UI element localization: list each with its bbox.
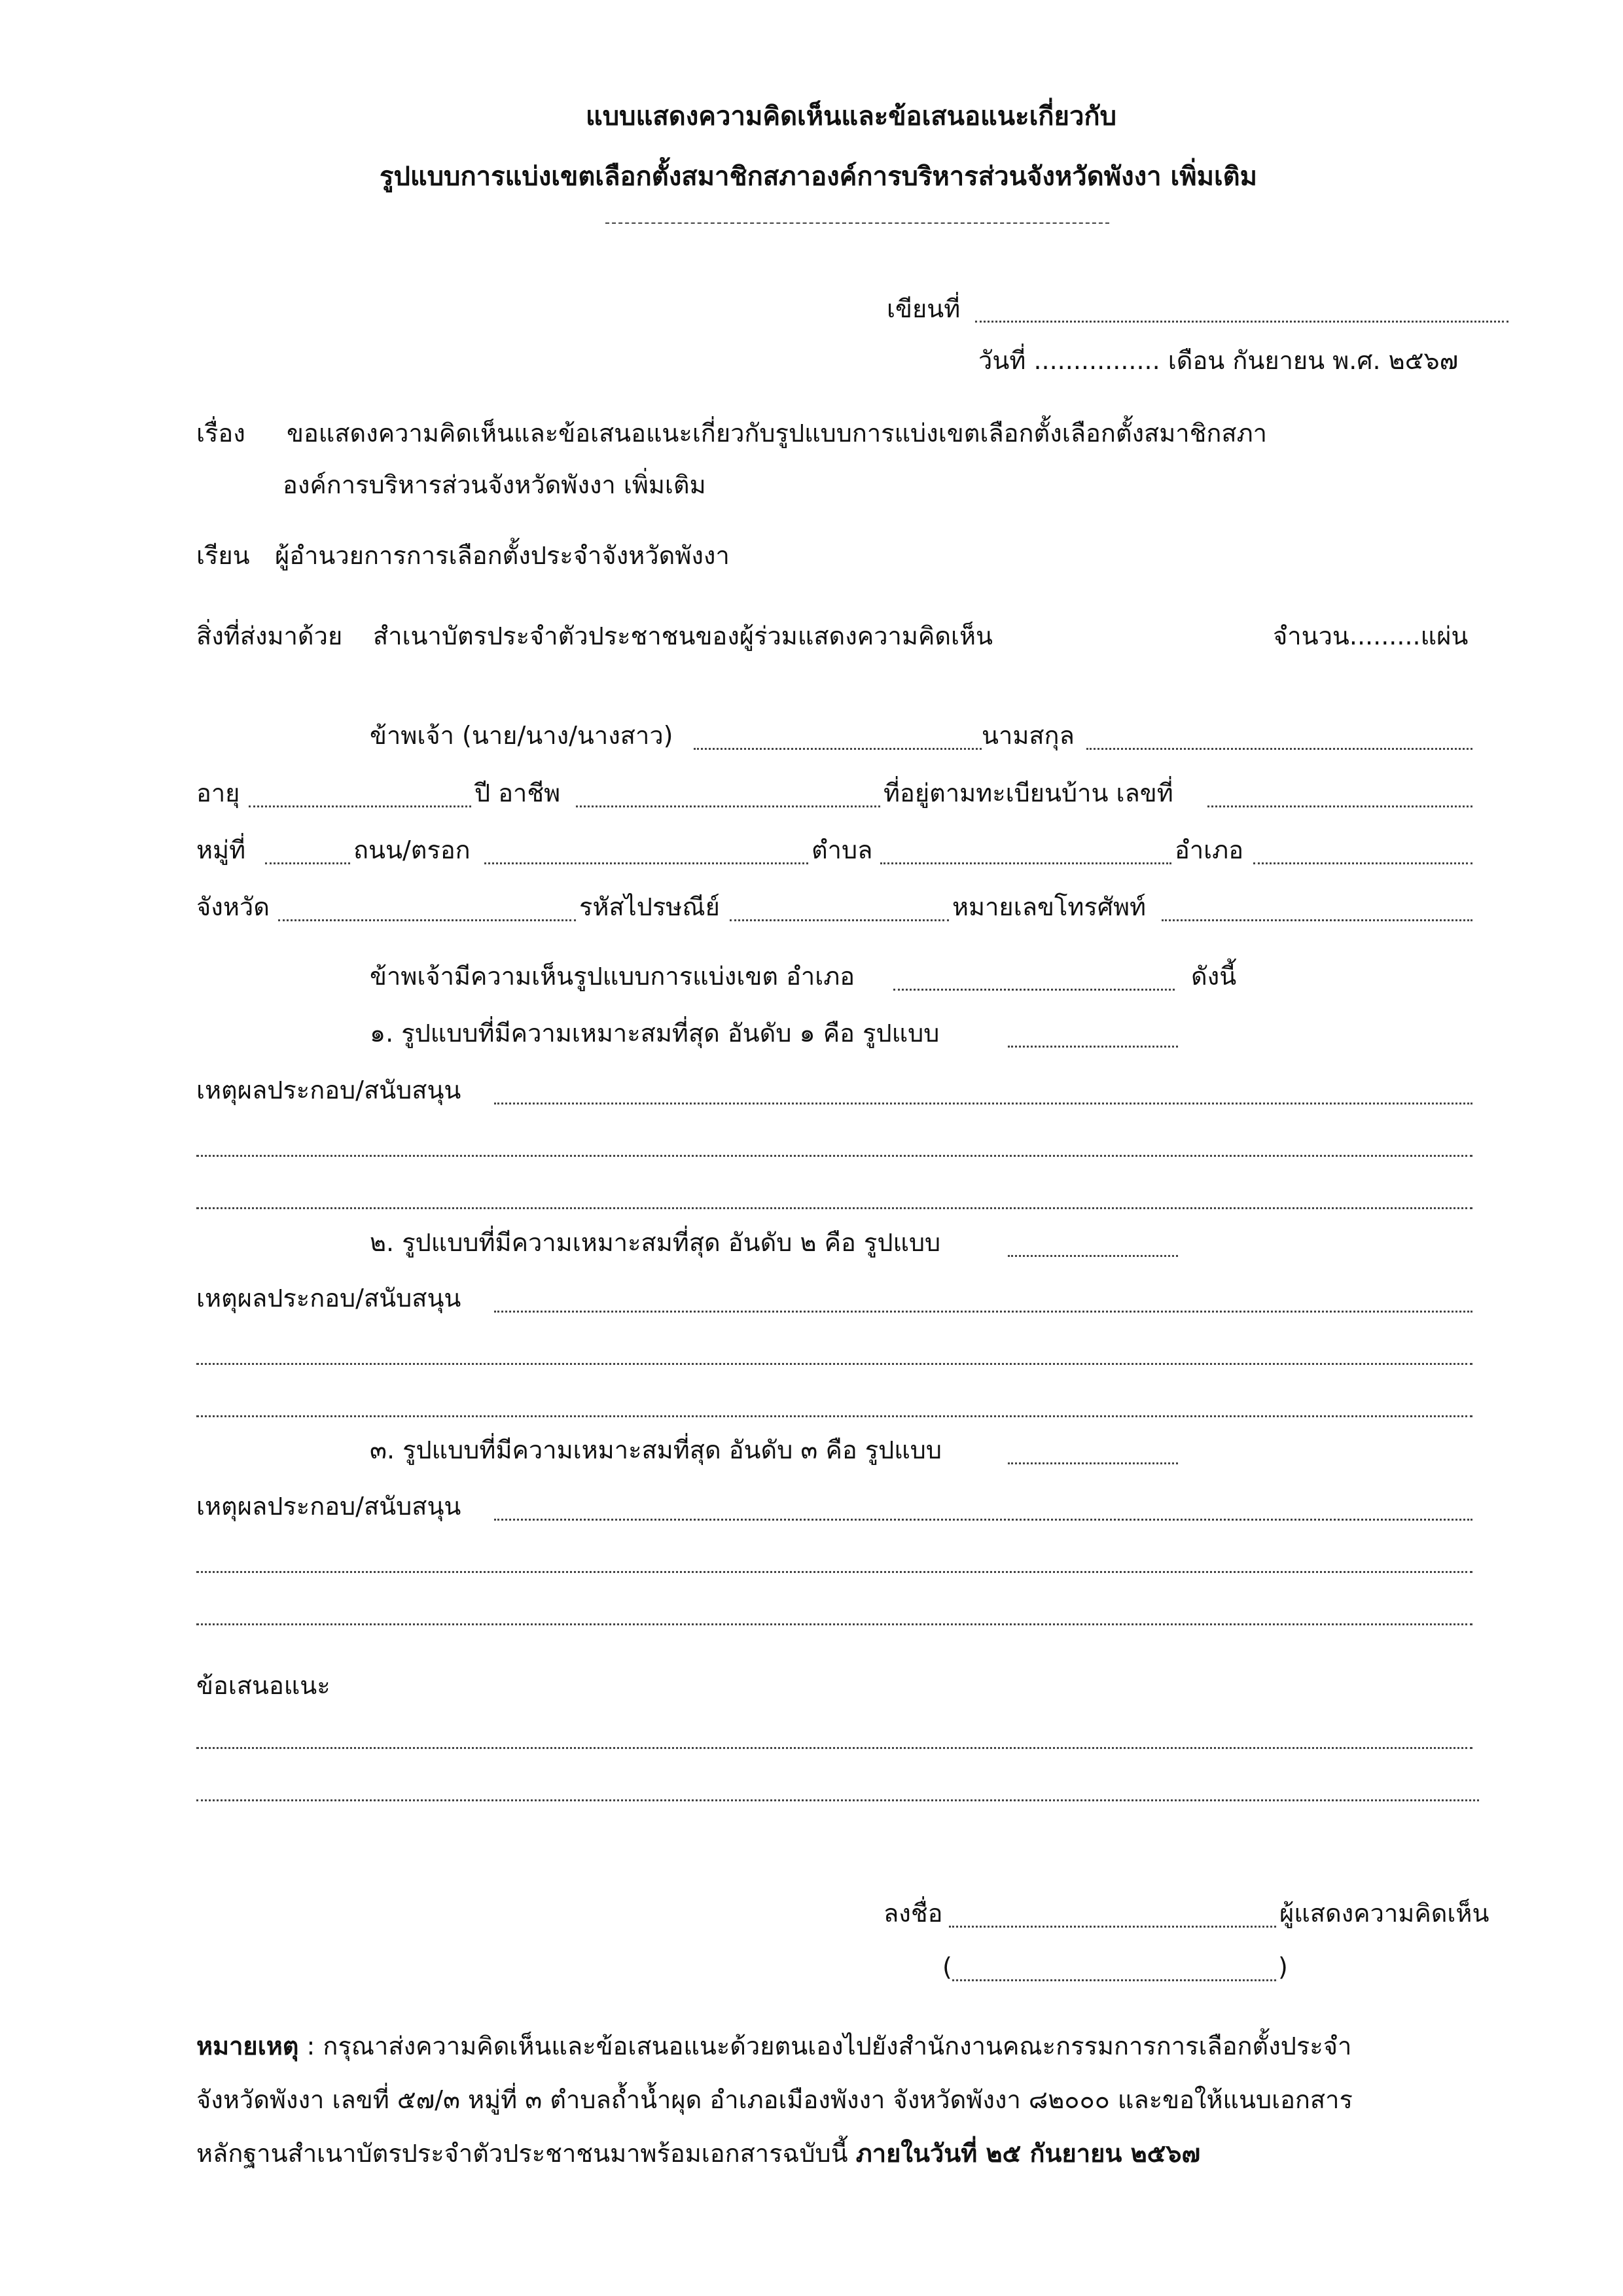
age-label: อายุ (196, 779, 240, 807)
printed-name-close-paren: ) (1278, 1952, 1288, 1981)
note-deadline: ภายในวันที่ ๒๕ กันยายน ๒๕๖๗ (855, 2139, 1201, 2168)
opinion-amphoe-field[interactable] (893, 989, 1175, 991)
signer-role: ผู้แสดงความคิดเห็น (1279, 1899, 1489, 1928)
road-label: ถนน/ตรอก (353, 836, 471, 864)
written-at-label: เขียนที่ (887, 294, 961, 323)
form-title-line-2: รูปแบบการแบ่งเขตเลือกตั้งสมาชิกสภาองค์การบริหารส่วนจังหวัดพังงา เพิ่มเติม (380, 162, 1257, 192)
suggestion-line-1[interactable] (196, 1747, 1472, 1749)
phone-label: หมายเลขโทรศัพท์ (952, 892, 1147, 921)
address-label: ที่อยู่ตามทะเบียนบ้าน เลขที่ (883, 779, 1173, 807)
rank-2-reason-line-3[interactable] (196, 1415, 1472, 1417)
rank-1-reason-line-2[interactable] (196, 1155, 1472, 1157)
note-text-3: หลักฐานสำเนาบัตรประจำตัวประชาชนมาพร้อมเอกสารฉบับนี้ (196, 2139, 856, 2168)
occupation-field[interactable] (576, 805, 880, 807)
written-at-field[interactable] (975, 321, 1508, 323)
surname-label: นามสกุล (982, 721, 1075, 750)
recipient-value: ผู้อำนวยการการเลือกตั้งประจำจังหวัดพังงา (275, 541, 730, 570)
rank-2-reason-line-1[interactable] (494, 1311, 1472, 1313)
rank-3-label: ๓. รูปแบบที่มีความเหมาะสมที่สุด อันดับ ๓ คือ รูปแบบ (370, 1436, 942, 1464)
note-label: หมายเหตุ (196, 2032, 299, 2060)
name-label: ข้าพเจ้า (นาย/นาง/นางสาว) (370, 721, 673, 750)
rank-2-label: ๒. รูปแบบที่มีความเหมาะสมที่สุด อันดับ ๒ คือ รูปแบบ (370, 1228, 941, 1257)
note-line-1 (196, 2034, 1351, 2058)
rank-3-reason-line-2[interactable] (196, 1571, 1472, 1573)
rank-1-reason-label: เหตุผลประกอบ/สนับสนุน (196, 1076, 461, 1104)
opinion-intro-end: ดังนี้ (1191, 962, 1237, 991)
rank-1-field[interactable] (1008, 1046, 1178, 1048)
subject-text-line-1: ขอแสดงความคิดเห็นและข้อเสนอแนะเกี่ยวกับรูปแบบการแบ่งเขตเลือกตั้งเลือกตั้งสมาชิกสภา (287, 419, 1268, 448)
rank-3-reason-label: เหตุผลประกอบ/สนับสนุน (196, 1492, 461, 1521)
rank-1-reason-line-3[interactable] (196, 1207, 1472, 1209)
date-line: วันที่ ................ เดือน กันยายน พ.ศ. ๒๕๖๗ (978, 346, 1459, 375)
amphoe-field[interactable] (1253, 862, 1472, 864)
subject-text-line-2: องค์การบริหารส่วนจังหวัดพังงา เพิ่มเติม (283, 470, 706, 499)
suggestion-line-2[interactable] (196, 1799, 1479, 1801)
road-field[interactable] (484, 862, 808, 864)
enclosure-label: สิ่งที่ส่งมาด้วย (196, 622, 343, 650)
postal-code-field[interactable] (730, 919, 949, 921)
signature-field[interactable] (949, 1926, 1276, 1928)
rank-2-reason-line-2[interactable] (196, 1363, 1472, 1365)
title-divider (605, 222, 1109, 224)
form-title-line-1: แบบแสดงความคิดเห็นและข้อเสนอแนะเกี่ยวกับ (586, 101, 1117, 132)
note-text-1: : กรุณาส่งความคิดเห็นและข้อเสนอแนะด้วยตนเองไปยังสำนักงานคณะกรรมการการเลือกตั้งประจำ (298, 2032, 1352, 2060)
postal-code-label: รหัสไปรษณีย์ (579, 892, 720, 921)
signature-label: ลงชื่อ (883, 1899, 943, 1928)
rank-3-field[interactable] (1008, 1462, 1178, 1464)
rank-2-reason-label: เหตุผลประกอบ/สนับสนุน (196, 1284, 461, 1313)
recipient-label: เรียน (196, 541, 250, 570)
surname-field[interactable] (1086, 748, 1472, 750)
enclosure-count: จำนวน.........แผ่น (1273, 622, 1469, 650)
amphoe-label: อำเภอ (1175, 836, 1244, 864)
rank-3-reason-line-1[interactable] (494, 1519, 1472, 1521)
printed-name-open-paren: ( (942, 1952, 952, 1981)
rank-2-field[interactable] (1008, 1255, 1178, 1257)
note-line-3 (196, 2141, 1200, 2166)
rank-3-reason-line-3[interactable] (196, 1623, 1472, 1625)
suggestion-label: ข้อเสนอแนะ (196, 1671, 330, 1700)
tambon-field[interactable] (880, 862, 1171, 864)
province-label: จังหวัด (196, 892, 270, 921)
moo-field[interactable] (265, 862, 350, 864)
moo-label: หมู่ที่ (196, 836, 246, 864)
printed-name-field[interactable] (952, 1979, 1276, 1981)
enclosure-value: สำเนาบัตรประจำตัวประชาชนของผู้ร่วมแสดงความคิดเห็น (373, 622, 993, 650)
opinion-intro: ข้าพเจ้ามีความเห็นรูปแบบการแบ่งเขต อำเภอ (370, 962, 855, 991)
rank-1-reason-line-1[interactable] (494, 1103, 1472, 1104)
subject-label: เรื่อง (196, 419, 245, 448)
note-line-2: จังหวัดพังงา เลขที่ ๕๗/๓ หมู่ที่ ๓ ตำบลถ้ำน้ำผุด อำเภอเมืองพังงา จังหวัดพังงา ๘๒๐๐๐ และขอให้แนบเอกสาร (196, 2085, 1353, 2114)
age-field[interactable] (249, 805, 471, 807)
phone-field[interactable] (1162, 919, 1472, 921)
address-field[interactable] (1207, 805, 1472, 807)
rank-1-label: ๑. รูปแบบที่มีความเหมาะสมที่สุด อันดับ ๑ คือ รูปแบบ (370, 1019, 940, 1048)
name-field[interactable] (694, 748, 982, 750)
tambon-label: ตำบล (812, 836, 873, 864)
occupation-label: ปี อาชีพ (474, 779, 561, 807)
province-field[interactable] (278, 919, 576, 921)
